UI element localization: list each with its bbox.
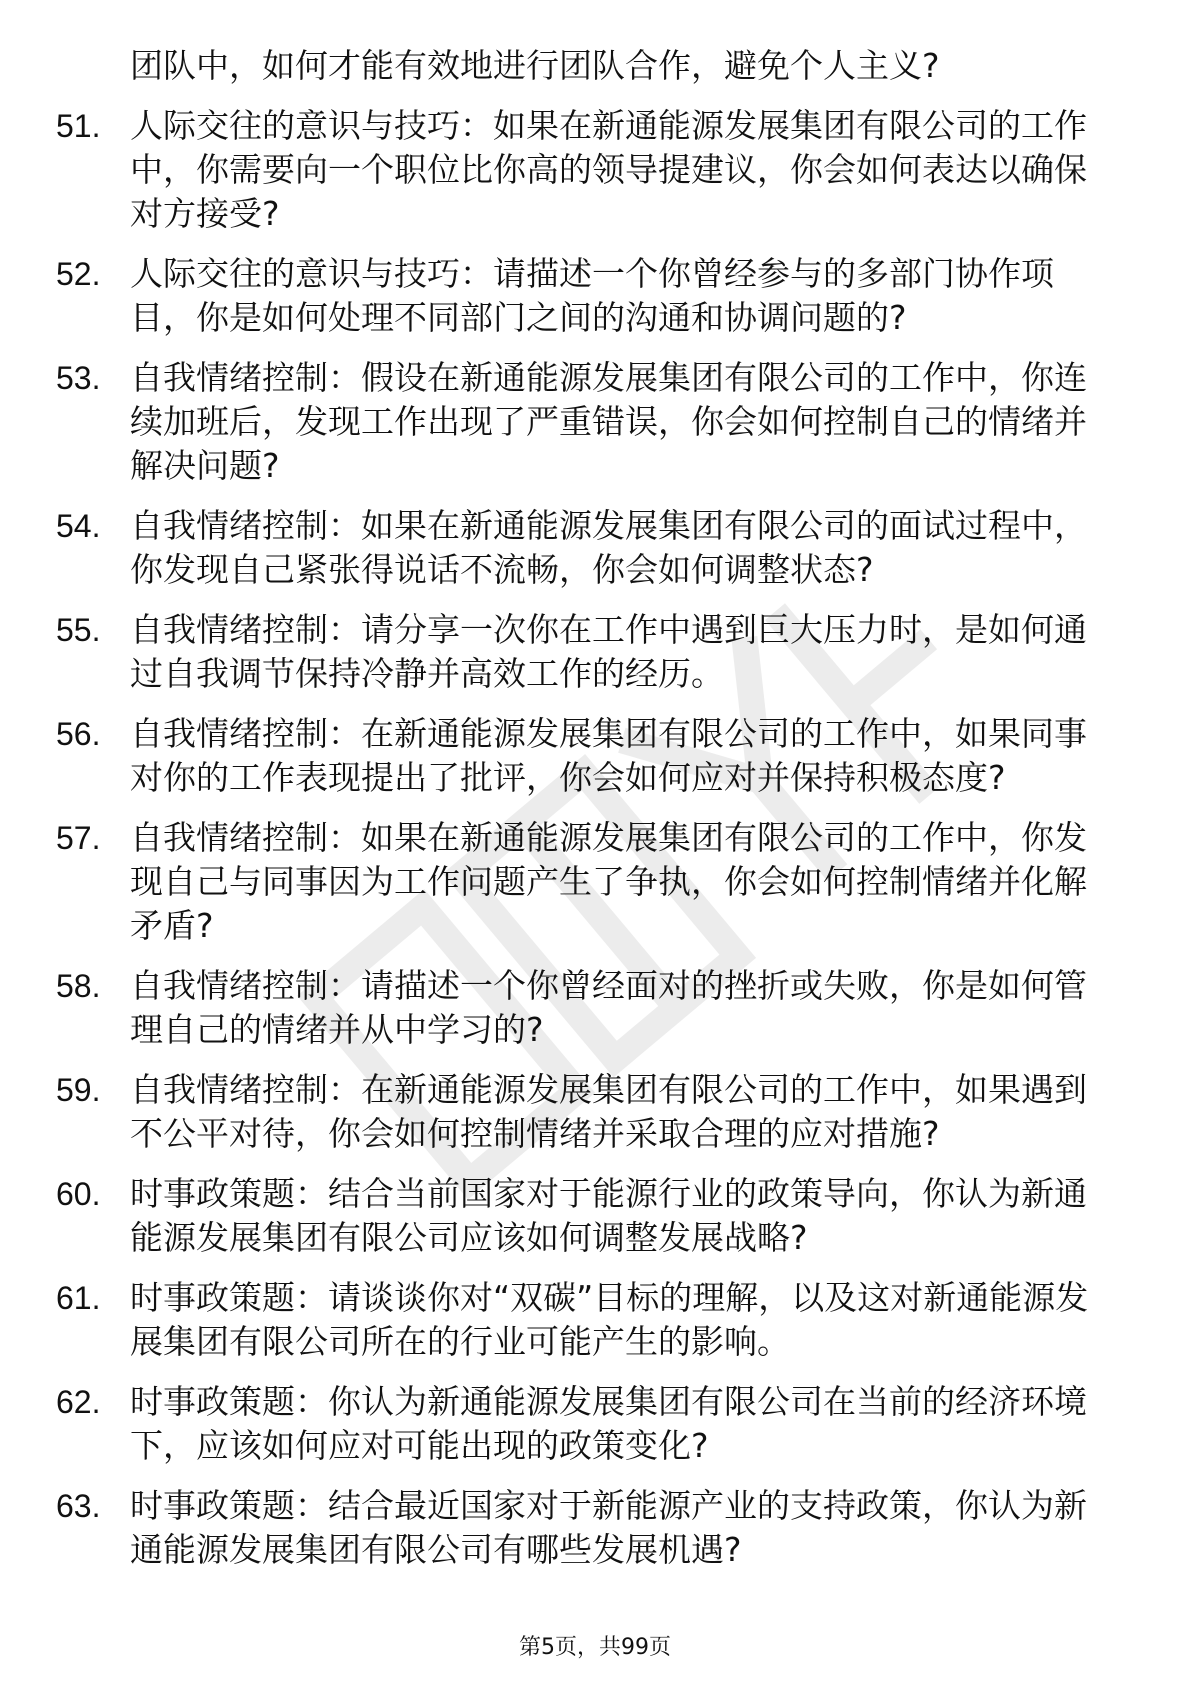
question-text: 自我情绪控制：如果在新通能源发展集团有限公司的工作中，你发现自己与同事因为工作问题产生了争执，你会如何控制情绪并化解矛盾?	[130, 818, 1087, 945]
question-text: 人际交往的意识与技巧：如果在新通能源发展集团有限公司的工作中，你需要向一个职位比你高的领导提建议，你会如何表达以确保对方接受?	[130, 106, 1087, 233]
question-number: 57.	[56, 820, 101, 856]
question-item	[56, 356, 1106, 488]
question-text: 人际交往的意识与技巧：请描述一个你曾经参与的多部门协作项目，你是如何处理不同部门之间的沟通和协调问题的?	[130, 254, 1054, 337]
question-text: 自我情绪控制：请分享一次你在工作中遇到巨大压力时，是如何通过自我调节保持冷静并高效工作的经历。	[130, 610, 1087, 693]
question-number: 53.	[56, 360, 101, 396]
continued-question-text: 团队中，如何才能有效地进行团队合作，避免个人主义?	[130, 46, 940, 85]
question-number: 60.	[56, 1176, 101, 1212]
question-text: 时事政策题：结合最近国家对于新能源产业的支持政策，你认为新通能源发展集团有限公司有哪些发展机遇?	[130, 1486, 1087, 1569]
question-text: 自我情绪控制：在新通能源发展集团有限公司的工作中，如果同事对你的工作表现提出了批评，你会如何应对并保持积极态度?	[130, 714, 1087, 797]
question-number: 52.	[56, 256, 101, 292]
question-item	[56, 104, 1106, 236]
question-number: 56.	[56, 716, 101, 752]
question-number: 59.	[56, 1072, 101, 1108]
question-number: 51.	[56, 108, 101, 144]
question-number: 54.	[56, 508, 101, 544]
question-item	[56, 816, 1106, 948]
question-text: 自我情绪控制：如果在新通能源发展集团有限公司的面试过程中，你发现自己紧张得说话不流畅，你会如何调整状态?	[130, 506, 1087, 589]
question-text: 时事政策题：结合当前国家对于能源行业的政策导向，你认为新通能源发展集团有限公司应该如何调整发展战略?	[130, 1174, 1087, 1257]
question-item	[56, 1172, 1106, 1260]
question-number: 63.	[56, 1488, 101, 1524]
question-item	[56, 1276, 1106, 1364]
question-list	[56, 44, 1106, 1588]
question-item	[56, 252, 1106, 340]
question-item	[56, 1068, 1106, 1156]
question-item	[56, 504, 1106, 592]
question-item	[56, 608, 1106, 696]
question-text: 时事政策题：请谈谈你对“双碳”目标的理解，以及这对新通能源发展集团有限公司所在的行业可能产生的影响。	[130, 1278, 1089, 1361]
question-item	[56, 1484, 1106, 1572]
question-text: 自我情绪控制：在新通能源发展集团有限公司的工作中，如果遇到不公平对待，你会如何控制情绪并采取合理的应对措施?	[130, 1070, 1087, 1153]
question-item	[56, 712, 1106, 800]
question-text: 自我情绪控制：请描述一个你曾经面对的挫折或失败，你是如何管理自己的情绪并从中学习的?	[130, 966, 1087, 1049]
question-text: 自我情绪控制：假设在新通能源发展集团有限公司的工作中，你连续加班后，发现工作出现了严重错误，你会如何控制自己的情绪并解决问题?	[130, 358, 1087, 485]
question-number: 62.	[56, 1384, 101, 1420]
question-number: 61.	[56, 1280, 101, 1316]
page-number-footer: 第5页，共99页	[519, 1635, 671, 1660]
question-number: 58.	[56, 968, 101, 1004]
question-text: 时事政策题：你认为新通能源发展集团有限公司在当前的经济环境下，应该如何应对可能出现的政策变化?	[130, 1382, 1087, 1465]
question-number: 55.	[56, 612, 101, 648]
question-item	[56, 1380, 1106, 1468]
question-item	[56, 964, 1106, 1052]
